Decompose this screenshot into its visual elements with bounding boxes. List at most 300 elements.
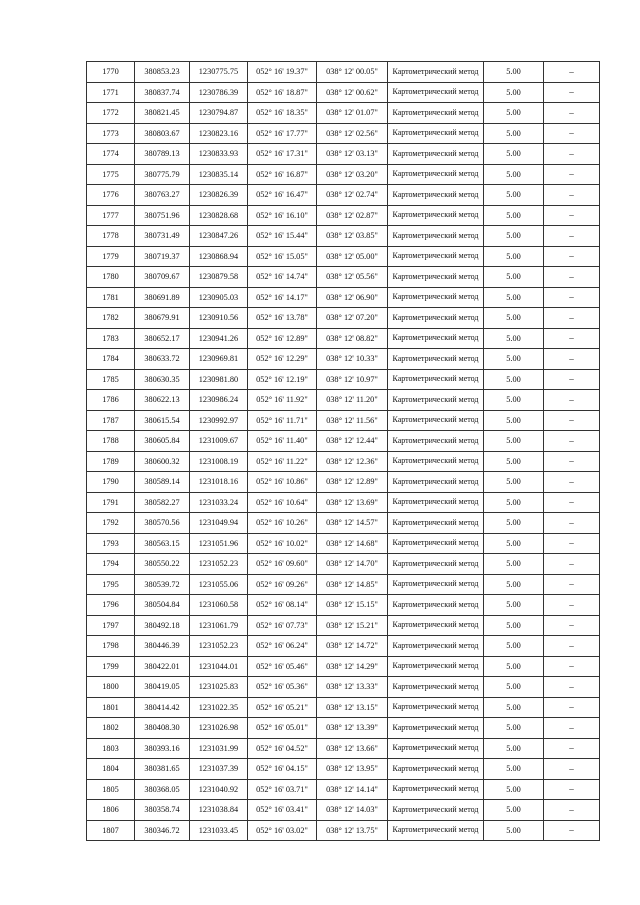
y-coordinate-cell: 1230835.14	[190, 164, 248, 185]
y-coordinate-cell: 1231051.96	[190, 533, 248, 554]
latitude-cell: 052° 16' 10.02"	[248, 533, 317, 554]
y-coordinate-cell: 1230826.39	[190, 185, 248, 206]
point-number-cell: 1806	[87, 800, 135, 821]
method-cell: Картометрический метод	[388, 144, 484, 165]
note-cell: –	[544, 595, 600, 616]
y-coordinate-cell: 1230828.68	[190, 205, 248, 226]
method-cell: Картометрический метод	[388, 800, 484, 821]
coordinates-table	[86, 61, 600, 841]
longitude-cell: 038° 12' 05.00"	[317, 246, 388, 267]
point-number-cell: 1789	[87, 451, 135, 472]
accuracy-cell: 5.00	[484, 533, 544, 554]
method-cell: Картометрический метод	[388, 492, 484, 513]
point-number-cell: 1795	[87, 574, 135, 595]
table-row	[87, 615, 600, 636]
y-coordinate-cell: 1230847.26	[190, 226, 248, 247]
longitude-cell: 038° 12' 00.05"	[317, 62, 388, 83]
x-coordinate-cell: 380615.54	[135, 410, 190, 431]
note-cell: –	[544, 697, 600, 718]
x-coordinate-cell: 380368.05	[135, 779, 190, 800]
x-coordinate-cell: 380550.22	[135, 554, 190, 575]
accuracy-cell: 5.00	[484, 410, 544, 431]
longitude-cell: 038° 12' 10.97"	[317, 369, 388, 390]
y-coordinate-cell: 1230969.81	[190, 349, 248, 370]
latitude-cell: 052° 16' 11.92"	[248, 390, 317, 411]
note-cell: –	[544, 390, 600, 411]
x-coordinate-cell: 380446.39	[135, 636, 190, 657]
point-number-cell: 1794	[87, 554, 135, 575]
latitude-cell: 052° 16' 16.10"	[248, 205, 317, 226]
x-coordinate-cell: 380605.84	[135, 431, 190, 452]
x-coordinate-cell: 380719.37	[135, 246, 190, 267]
latitude-cell: 052° 16' 04.15"	[248, 759, 317, 780]
method-cell: Картометрический метод	[388, 656, 484, 677]
note-cell: –	[544, 451, 600, 472]
note-cell: –	[544, 636, 600, 657]
point-number-cell: 1770	[87, 62, 135, 83]
longitude-cell: 038° 12' 14.57"	[317, 513, 388, 534]
latitude-cell: 052° 16' 05.01"	[248, 718, 317, 739]
method-cell: Картометрический метод	[388, 103, 484, 124]
latitude-cell: 052° 16' 06.24"	[248, 636, 317, 657]
latitude-cell: 052° 16' 10.64"	[248, 492, 317, 513]
longitude-cell: 038° 12' 11.56"	[317, 410, 388, 431]
note-cell: –	[544, 554, 600, 575]
note-cell: –	[544, 103, 600, 124]
accuracy-cell: 5.00	[484, 615, 544, 636]
note-cell: –	[544, 82, 600, 103]
table-row	[87, 246, 600, 267]
accuracy-cell: 5.00	[484, 492, 544, 513]
x-coordinate-cell: 380381.65	[135, 759, 190, 780]
longitude-cell: 038° 12' 14.85"	[317, 574, 388, 595]
latitude-cell: 052° 16' 14.17"	[248, 287, 317, 308]
table-row	[87, 103, 600, 124]
accuracy-cell: 5.00	[484, 697, 544, 718]
table-row	[87, 82, 600, 103]
point-number-cell: 1803	[87, 738, 135, 759]
longitude-cell: 038° 12' 02.87"	[317, 205, 388, 226]
method-cell: Картометрический метод	[388, 718, 484, 739]
table-row	[87, 205, 600, 226]
longitude-cell: 038° 12' 02.56"	[317, 123, 388, 144]
note-cell: –	[544, 738, 600, 759]
note-cell: –	[544, 164, 600, 185]
point-number-cell: 1792	[87, 513, 135, 534]
point-number-cell: 1802	[87, 718, 135, 739]
point-number-cell: 1797	[87, 615, 135, 636]
y-coordinate-cell: 1230981.80	[190, 369, 248, 390]
table-row	[87, 144, 600, 165]
longitude-cell: 038° 12' 12.89"	[317, 472, 388, 493]
accuracy-cell: 5.00	[484, 308, 544, 329]
longitude-cell: 038° 12' 15.21"	[317, 615, 388, 636]
x-coordinate-cell: 380570.56	[135, 513, 190, 534]
accuracy-cell: 5.00	[484, 718, 544, 739]
x-coordinate-cell: 380731.49	[135, 226, 190, 247]
point-number-cell: 1800	[87, 677, 135, 698]
longitude-cell: 038° 12' 14.68"	[317, 533, 388, 554]
table-row	[87, 410, 600, 431]
method-cell: Картометрический метод	[388, 472, 484, 493]
longitude-cell: 038° 12' 13.75"	[317, 820, 388, 841]
latitude-cell: 052° 16' 10.26"	[248, 513, 317, 534]
x-coordinate-cell: 380630.35	[135, 369, 190, 390]
point-number-cell: 1782	[87, 308, 135, 329]
x-coordinate-cell: 380408.30	[135, 718, 190, 739]
point-number-cell: 1777	[87, 205, 135, 226]
accuracy-cell: 5.00	[484, 246, 544, 267]
y-coordinate-cell: 1230786.39	[190, 82, 248, 103]
x-coordinate-cell: 380393.16	[135, 738, 190, 759]
y-coordinate-cell: 1230905.03	[190, 287, 248, 308]
note-cell: –	[544, 472, 600, 493]
y-coordinate-cell: 1230868.94	[190, 246, 248, 267]
table-body	[87, 62, 600, 841]
accuracy-cell: 5.00	[484, 62, 544, 83]
accuracy-cell: 5.00	[484, 328, 544, 349]
x-coordinate-cell: 380789.13	[135, 144, 190, 165]
method-cell: Картометрический метод	[388, 738, 484, 759]
latitude-cell: 052° 16' 12.89"	[248, 328, 317, 349]
method-cell: Картометрический метод	[388, 205, 484, 226]
point-number-cell: 1788	[87, 431, 135, 452]
method-cell: Картометрический метод	[388, 123, 484, 144]
y-coordinate-cell: 1231025.83	[190, 677, 248, 698]
accuracy-cell: 5.00	[484, 554, 544, 575]
method-cell: Картометрический метод	[388, 636, 484, 657]
method-cell: Картометрический метод	[388, 246, 484, 267]
accuracy-cell: 5.00	[484, 369, 544, 390]
y-coordinate-cell: 1231038.84	[190, 800, 248, 821]
note-cell: –	[544, 779, 600, 800]
x-coordinate-cell: 380853.23	[135, 62, 190, 83]
longitude-cell: 038° 12' 03.13"	[317, 144, 388, 165]
method-cell: Картометрический метод	[388, 513, 484, 534]
longitude-cell: 038° 12' 07.20"	[317, 308, 388, 329]
table-row	[87, 656, 600, 677]
table-row	[87, 492, 600, 513]
method-cell: Картометрический метод	[388, 677, 484, 698]
method-cell: Картометрический метод	[388, 554, 484, 575]
table-row	[87, 226, 600, 247]
table-row	[87, 451, 600, 472]
point-number-cell: 1773	[87, 123, 135, 144]
latitude-cell: 052° 16' 15.44"	[248, 226, 317, 247]
longitude-cell: 038° 12' 06.90"	[317, 287, 388, 308]
note-cell: –	[544, 62, 600, 83]
point-number-cell: 1793	[87, 533, 135, 554]
method-cell: Картометрический метод	[388, 390, 484, 411]
latitude-cell: 052° 16' 15.05"	[248, 246, 317, 267]
method-cell: Картометрический метод	[388, 226, 484, 247]
y-coordinate-cell: 1231055.06	[190, 574, 248, 595]
point-number-cell: 1775	[87, 164, 135, 185]
x-coordinate-cell: 380622.13	[135, 390, 190, 411]
longitude-cell: 038° 12' 03.85"	[317, 226, 388, 247]
table-row	[87, 308, 600, 329]
longitude-cell: 038° 12' 12.44"	[317, 431, 388, 452]
x-coordinate-cell: 380652.17	[135, 328, 190, 349]
x-coordinate-cell: 380422.01	[135, 656, 190, 677]
point-number-cell: 1804	[87, 759, 135, 780]
point-number-cell: 1778	[87, 226, 135, 247]
method-cell: Картометрический метод	[388, 185, 484, 206]
x-coordinate-cell: 380419.05	[135, 677, 190, 698]
note-cell: –	[544, 533, 600, 554]
y-coordinate-cell: 1230833.93	[190, 144, 248, 165]
note-cell: –	[544, 349, 600, 370]
point-number-cell: 1790	[87, 472, 135, 493]
table-row	[87, 349, 600, 370]
method-cell: Картометрический метод	[388, 820, 484, 841]
method-cell: Картометрический метод	[388, 369, 484, 390]
point-number-cell: 1798	[87, 636, 135, 657]
method-cell: Картометрический метод	[388, 431, 484, 452]
latitude-cell: 052° 16' 05.46"	[248, 656, 317, 677]
latitude-cell: 052° 16' 05.21"	[248, 697, 317, 718]
latitude-cell: 052° 16' 14.74"	[248, 267, 317, 288]
accuracy-cell: 5.00	[484, 267, 544, 288]
y-coordinate-cell: 1231009.67	[190, 431, 248, 452]
method-cell: Картометрический метод	[388, 62, 484, 83]
point-number-cell: 1796	[87, 595, 135, 616]
accuracy-cell: 5.00	[484, 123, 544, 144]
longitude-cell: 038° 12' 13.15"	[317, 697, 388, 718]
y-coordinate-cell: 1230879.58	[190, 267, 248, 288]
accuracy-cell: 5.00	[484, 677, 544, 698]
table-row	[87, 390, 600, 411]
point-number-cell: 1791	[87, 492, 135, 513]
longitude-cell: 038° 12' 13.69"	[317, 492, 388, 513]
accuracy-cell: 5.00	[484, 431, 544, 452]
point-number-cell: 1772	[87, 103, 135, 124]
x-coordinate-cell: 380837.74	[135, 82, 190, 103]
note-cell: –	[544, 820, 600, 841]
note-cell: –	[544, 308, 600, 329]
note-cell: –	[544, 328, 600, 349]
longitude-cell: 038° 12' 14.72"	[317, 636, 388, 657]
accuracy-cell: 5.00	[484, 226, 544, 247]
y-coordinate-cell: 1231026.98	[190, 718, 248, 739]
longitude-cell: 038° 12' 10.33"	[317, 349, 388, 370]
table-row	[87, 697, 600, 718]
table-row	[87, 738, 600, 759]
y-coordinate-cell: 1230992.97	[190, 410, 248, 431]
y-coordinate-cell: 1231049.94	[190, 513, 248, 534]
table-row	[87, 328, 600, 349]
note-cell: –	[544, 267, 600, 288]
latitude-cell: 052° 16' 12.19"	[248, 369, 317, 390]
x-coordinate-cell: 380679.91	[135, 308, 190, 329]
accuracy-cell: 5.00	[484, 820, 544, 841]
x-coordinate-cell: 380633.72	[135, 349, 190, 370]
x-coordinate-cell: 380803.67	[135, 123, 190, 144]
longitude-cell: 038° 12' 13.39"	[317, 718, 388, 739]
latitude-cell: 052° 16' 09.26"	[248, 574, 317, 595]
accuracy-cell: 5.00	[484, 390, 544, 411]
method-cell: Картометрический метод	[388, 533, 484, 554]
method-cell: Картометрический метод	[388, 164, 484, 185]
accuracy-cell: 5.00	[484, 287, 544, 308]
point-number-cell: 1785	[87, 369, 135, 390]
note-cell: –	[544, 246, 600, 267]
longitude-cell: 038° 12' 13.66"	[317, 738, 388, 759]
accuracy-cell: 5.00	[484, 185, 544, 206]
accuracy-cell: 5.00	[484, 800, 544, 821]
accuracy-cell: 5.00	[484, 164, 544, 185]
note-cell: –	[544, 615, 600, 636]
point-number-cell: 1776	[87, 185, 135, 206]
point-number-cell: 1783	[87, 328, 135, 349]
point-number-cell: 1801	[87, 697, 135, 718]
note-cell: –	[544, 759, 600, 780]
latitude-cell: 052° 16' 18.87"	[248, 82, 317, 103]
y-coordinate-cell: 1231060.58	[190, 595, 248, 616]
y-coordinate-cell: 1231033.24	[190, 492, 248, 513]
accuracy-cell: 5.00	[484, 205, 544, 226]
table-row	[87, 595, 600, 616]
accuracy-cell: 5.00	[484, 513, 544, 534]
table-row	[87, 164, 600, 185]
point-number-cell: 1781	[87, 287, 135, 308]
method-cell: Картометрический метод	[388, 779, 484, 800]
accuracy-cell: 5.00	[484, 779, 544, 800]
latitude-cell: 052° 16' 11.71"	[248, 410, 317, 431]
point-number-cell: 1784	[87, 349, 135, 370]
table-row	[87, 513, 600, 534]
latitude-cell: 052° 16' 03.41"	[248, 800, 317, 821]
x-coordinate-cell: 380358.74	[135, 800, 190, 821]
latitude-cell: 052° 16' 11.40"	[248, 431, 317, 452]
y-coordinate-cell: 1231052.23	[190, 554, 248, 575]
longitude-cell: 038° 12' 00.62"	[317, 82, 388, 103]
note-cell: –	[544, 574, 600, 595]
note-cell: –	[544, 410, 600, 431]
note-cell: –	[544, 369, 600, 390]
method-cell: Картометрический метод	[388, 267, 484, 288]
table-row	[87, 287, 600, 308]
y-coordinate-cell: 1231018.16	[190, 472, 248, 493]
y-coordinate-cell: 1231033.45	[190, 820, 248, 841]
x-coordinate-cell: 380563.15	[135, 533, 190, 554]
longitude-cell: 038° 12' 15.15"	[317, 595, 388, 616]
accuracy-cell: 5.00	[484, 738, 544, 759]
longitude-cell: 038° 12' 14.29"	[317, 656, 388, 677]
accuracy-cell: 5.00	[484, 103, 544, 124]
note-cell: –	[544, 431, 600, 452]
accuracy-cell: 5.00	[484, 759, 544, 780]
y-coordinate-cell: 1230986.24	[190, 390, 248, 411]
latitude-cell: 052° 16' 16.47"	[248, 185, 317, 206]
y-coordinate-cell: 1231022.35	[190, 697, 248, 718]
x-coordinate-cell: 380492.18	[135, 615, 190, 636]
latitude-cell: 052° 16' 19.37"	[248, 62, 317, 83]
point-number-cell: 1805	[87, 779, 135, 800]
accuracy-cell: 5.00	[484, 349, 544, 370]
method-cell: Картометрический метод	[388, 574, 484, 595]
y-coordinate-cell: 1231061.79	[190, 615, 248, 636]
accuracy-cell: 5.00	[484, 451, 544, 472]
note-cell: –	[544, 123, 600, 144]
point-number-cell: 1799	[87, 656, 135, 677]
method-cell: Картометрический метод	[388, 349, 484, 370]
point-number-cell: 1787	[87, 410, 135, 431]
table-row	[87, 431, 600, 452]
point-number-cell: 1786	[87, 390, 135, 411]
accuracy-cell: 5.00	[484, 82, 544, 103]
longitude-cell: 038° 12' 08.82"	[317, 328, 388, 349]
table-row	[87, 636, 600, 657]
note-cell: –	[544, 492, 600, 513]
note-cell: –	[544, 226, 600, 247]
longitude-cell: 038° 12' 11.20"	[317, 390, 388, 411]
method-cell: Картометрический метод	[388, 451, 484, 472]
y-coordinate-cell: 1230910.56	[190, 308, 248, 329]
latitude-cell: 052° 16' 16.87"	[248, 164, 317, 185]
note-cell: –	[544, 144, 600, 165]
latitude-cell: 052° 16' 17.77"	[248, 123, 317, 144]
y-coordinate-cell: 1231040.92	[190, 779, 248, 800]
longitude-cell: 038° 12' 14.03"	[317, 800, 388, 821]
longitude-cell: 038° 12' 14.70"	[317, 554, 388, 575]
x-coordinate-cell: 380582.27	[135, 492, 190, 513]
point-number-cell: 1774	[87, 144, 135, 165]
method-cell: Картометрический метод	[388, 308, 484, 329]
point-number-cell: 1807	[87, 820, 135, 841]
latitude-cell: 052° 16' 10.86"	[248, 472, 317, 493]
table-row	[87, 574, 600, 595]
latitude-cell: 052° 16' 11.22"	[248, 451, 317, 472]
y-coordinate-cell: 1231008.19	[190, 451, 248, 472]
table-row	[87, 759, 600, 780]
y-coordinate-cell: 1231052.23	[190, 636, 248, 657]
longitude-cell: 038° 12' 05.56"	[317, 267, 388, 288]
latitude-cell: 052° 16' 04.52"	[248, 738, 317, 759]
x-coordinate-cell: 380691.89	[135, 287, 190, 308]
note-cell: –	[544, 800, 600, 821]
longitude-cell: 038° 12' 14.14"	[317, 779, 388, 800]
table-row	[87, 533, 600, 554]
note-cell: –	[544, 656, 600, 677]
table-row	[87, 472, 600, 493]
x-coordinate-cell: 380414.42	[135, 697, 190, 718]
latitude-cell: 052° 16' 03.02"	[248, 820, 317, 841]
x-coordinate-cell: 380539.72	[135, 574, 190, 595]
accuracy-cell: 5.00	[484, 656, 544, 677]
latitude-cell: 052° 16' 17.31"	[248, 144, 317, 165]
longitude-cell: 038° 12' 12.36"	[317, 451, 388, 472]
x-coordinate-cell: 380709.67	[135, 267, 190, 288]
method-cell: Картометрический метод	[388, 410, 484, 431]
table-row	[87, 554, 600, 575]
y-coordinate-cell: 1231037.39	[190, 759, 248, 780]
table-row	[87, 820, 600, 841]
x-coordinate-cell: 380821.45	[135, 103, 190, 124]
x-coordinate-cell: 380751.96	[135, 205, 190, 226]
point-number-cell: 1780	[87, 267, 135, 288]
x-coordinate-cell: 380775.79	[135, 164, 190, 185]
table-row	[87, 779, 600, 800]
table-row	[87, 62, 600, 83]
y-coordinate-cell: 1230941.26	[190, 328, 248, 349]
method-cell: Картометрический метод	[388, 328, 484, 349]
note-cell: –	[544, 185, 600, 206]
method-cell: Картометрический метод	[388, 615, 484, 636]
method-cell: Картометрический метод	[388, 697, 484, 718]
latitude-cell: 052° 16' 03.71"	[248, 779, 317, 800]
note-cell: –	[544, 287, 600, 308]
